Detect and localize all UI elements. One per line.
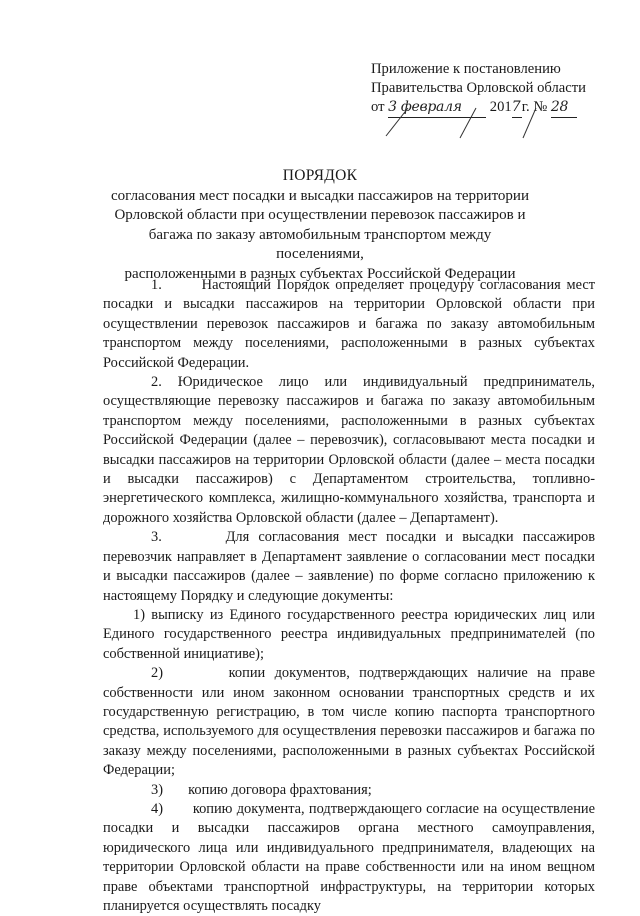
paragraph-3: 3. Для согласования мест посадки и высадки пассажиров перевозчик направляет в Департамент заявление о согласовании мест посадки и высадки пассажиров (далее – заявление) по форме согласно приложению к настоящему Порядку и следующие документы:: [103, 529, 595, 604]
paragraph-1: 1. Настоящий Порядок определяет процедуру согласования мест посадки и высадки пассажиров на территории Орловской области при осуществлении перевозок пассажиров и багажа по заказу автомобильным транспортом между поселениями, расположенными в разных субъектах Российской Федерации.: [103, 277, 595, 371]
document-body: [103, 276, 595, 916]
header-year-prefix: 201: [489, 99, 512, 115]
title-subtitle-line-1: согласования мест посадки и высадки пассажиров на территории: [111, 187, 529, 204]
title-heading: ПОРЯДОК: [282, 167, 358, 184]
paragraph-2: 2. Юридическое лицо или индивидуальный предприниматель, осуществляющие перевозку пассажиров и багажа по заказу автомобильным транспортом между поселениями, расположенными в разных субъектах Российской Федерации (далее – перевозчик), согласовывают места посадки и высадки пассажиров на территории Орловской области (далее – места посадки и высадки пассажиров) с Департаментом строительства, топливно-энергетического комплекса, жилищно-коммунального хозяйства, транспорта и дорожного хозяйства Орловской области (далее – Департамент).: [103, 374, 595, 526]
title-subtitle-line-4: расположенными в разных субъектах Российской Федерации: [124, 265, 516, 282]
document-header: [371, 60, 621, 118]
signature-strokes: [376, 106, 616, 140]
header-date-prefix: от: [371, 99, 385, 115]
paragraph-3-item-4: 4) копию документа, подтверждающего согласие на осуществление посадки и высадки пассажиров органа местного самоуправления, юридического лица или индивидуального предпринимателя, владеющих на территории Орловской области на праве собственности или на ином вещном праве объектами транспортной инфраструктуры, на территории которых планируется осуществлять посадку: [103, 800, 595, 914]
header-line-1: Приложение к постановлению: [371, 61, 561, 77]
handwritten-number: 28: [551, 98, 577, 118]
title-subtitle-line-3: багажа по заказу автомобильным транспортом между поселениями,: [148, 226, 492, 262]
title-subtitle-line-2: Орловской области при осуществлении перевозок пассажиров и: [114, 207, 526, 223]
paragraph-3-item-3: 3) копию договора фрахтования;: [151, 781, 372, 798]
handwritten-year: 7: [512, 98, 522, 118]
header-line-2: Правительства Орловской области: [371, 80, 586, 96]
handwritten-date: 3 февраля: [388, 98, 486, 118]
paragraph-3-item-2: 2) копии документов, подтверждающих наличие на праве собственности или ином законном основании транспортных средств и их государственную регистрацию, в том числе копию паспорта транспортного средства, используемого для осуществления перевозки пассажиров и багажа по заказу между поселениями, расположенными в разных субъектах Российской Федерации;: [103, 665, 595, 779]
header-number-label: г. №: [521, 99, 548, 115]
document-title: [110, 166, 530, 284]
paragraph-3-item-1: 1) выписку из Единого государственного реестра юридических лиц или Единого государственного реестра индивидуальных предпринимателей (по собственной инициативе);: [103, 606, 595, 662]
